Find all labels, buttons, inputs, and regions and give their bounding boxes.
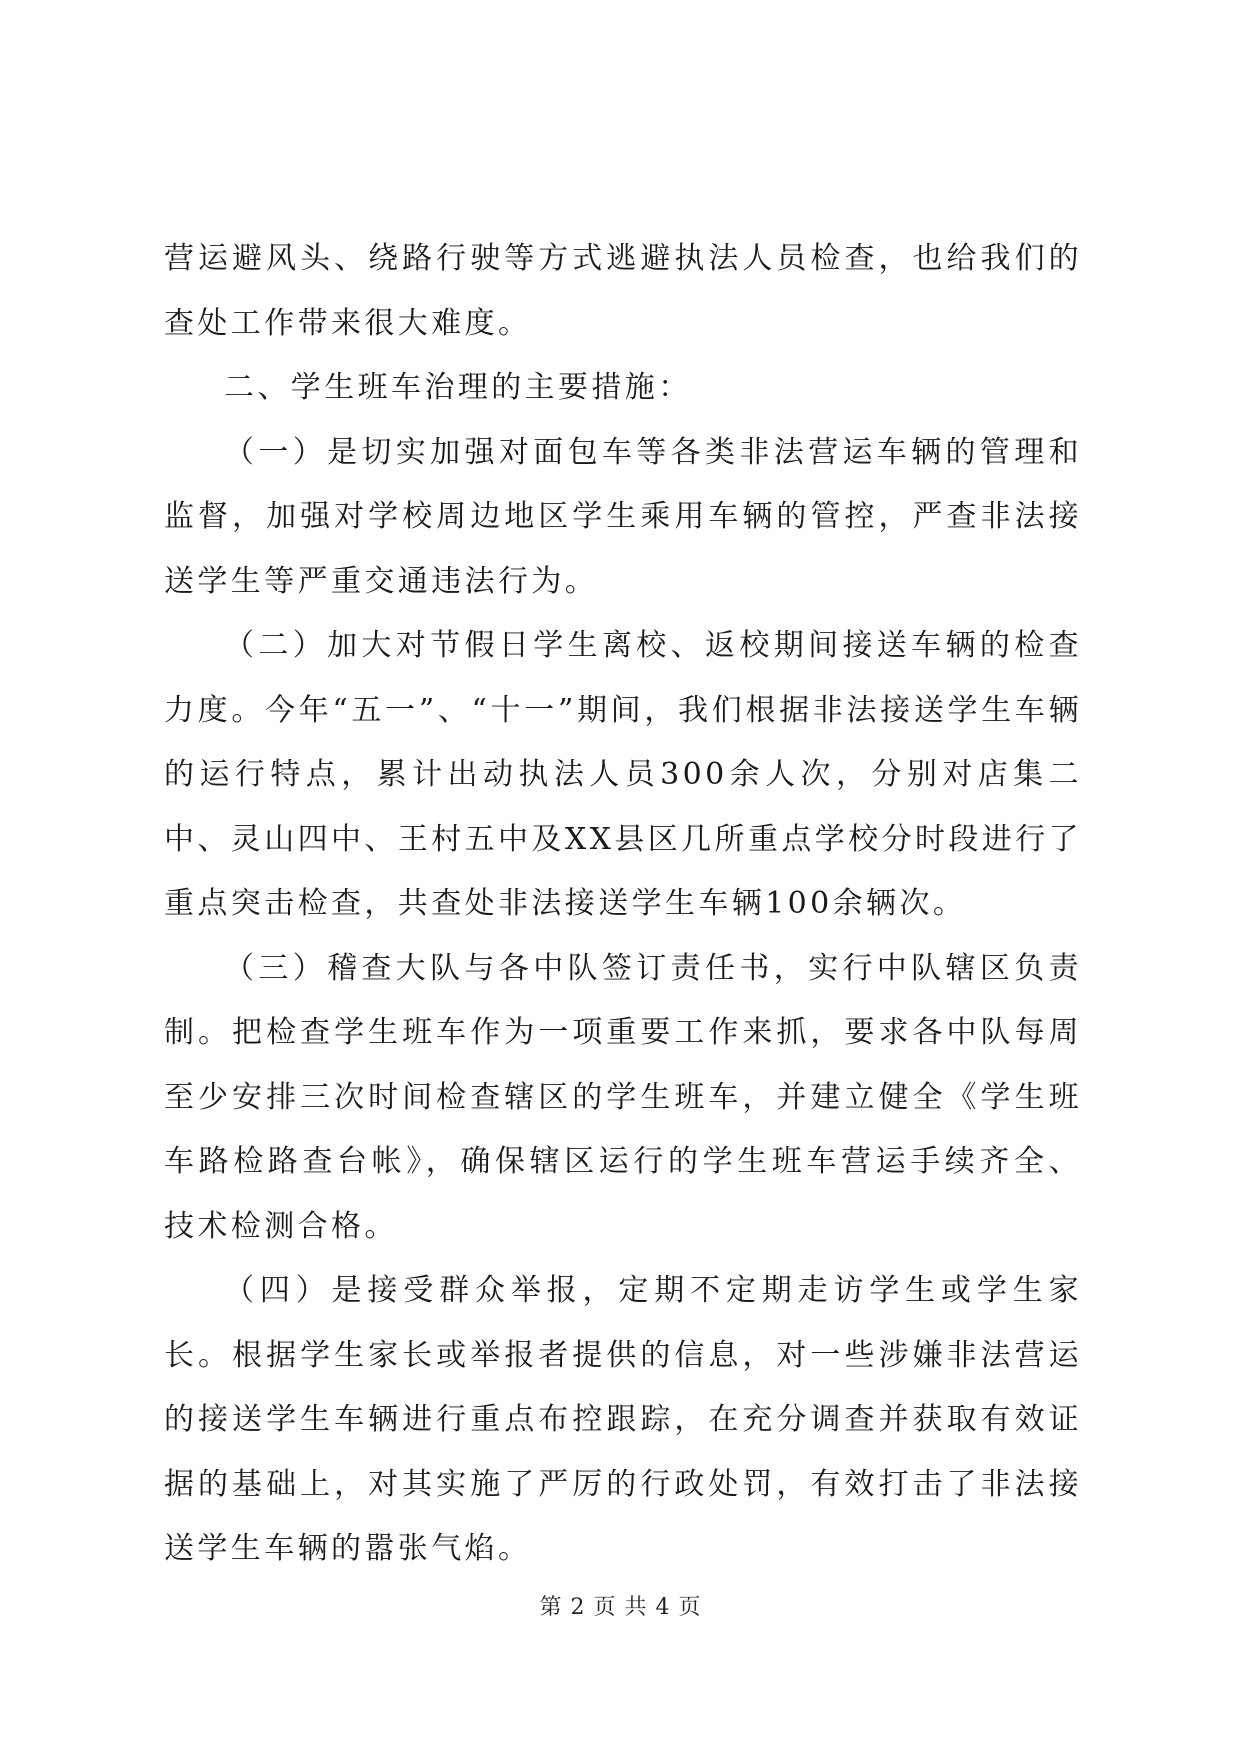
paragraph-measure-4: （四）是接受群众举报，定期不定期走访学生或学生家长。根据学生家长或举报者提供的信息，对一些涉嫌非法营运的接送学生车辆进行重点布控跟踪，在充分调查并获取有效证据的基础上，对其实施了严厉的行政处罚，有效打击了非法接送学生车辆的嚣张气焰。 xyxy=(164,1273,1082,1566)
paragraph-measure-3: （三）稽查大队与各中队签订责任书，实行中队辖区负责制。把检查学生班车作为一项重要工作来抓，要求各中队每周至少安排三次时间检查辖区的学生班车，并建立健全《学生班车路检路查台帐》，确保辖区运行的学生班车营运手续齐全、技术检测合格。 xyxy=(164,950,1082,1244)
paragraph-continuation: 营运避风头、绕路行驶等方式逃避执法人员检查，也给我们的查处工作带来很大难度。 xyxy=(164,241,1082,341)
page-number-footer: 第 2 页 共 4 页 xyxy=(539,1595,702,1620)
paragraph-measure-1: （一）是切实加强对面包车等各类非法营运车辆的管理和监督，加强对学校周边地区学生乘用车辆的管控，严查非法接送学生等严重交通违法行为。 xyxy=(164,434,1082,599)
document-body xyxy=(164,227,1082,1582)
section-heading: 二、学生班车治理的主要措施： xyxy=(224,370,692,405)
paragraph-measure-2: （二）加大对节假日学生离校、返校期间接送车辆的检查力度。今年“五一”、“十一”期间，我们根据非法接送学生车辆的运行特点，累计出动执法人员300余人次，分别对店集二中、灵山四中、王村五中及XX县区几所重点学校分时段进行了重点突击检查，共查处非法接送学生车辆100余辆次。 xyxy=(164,628,1082,921)
